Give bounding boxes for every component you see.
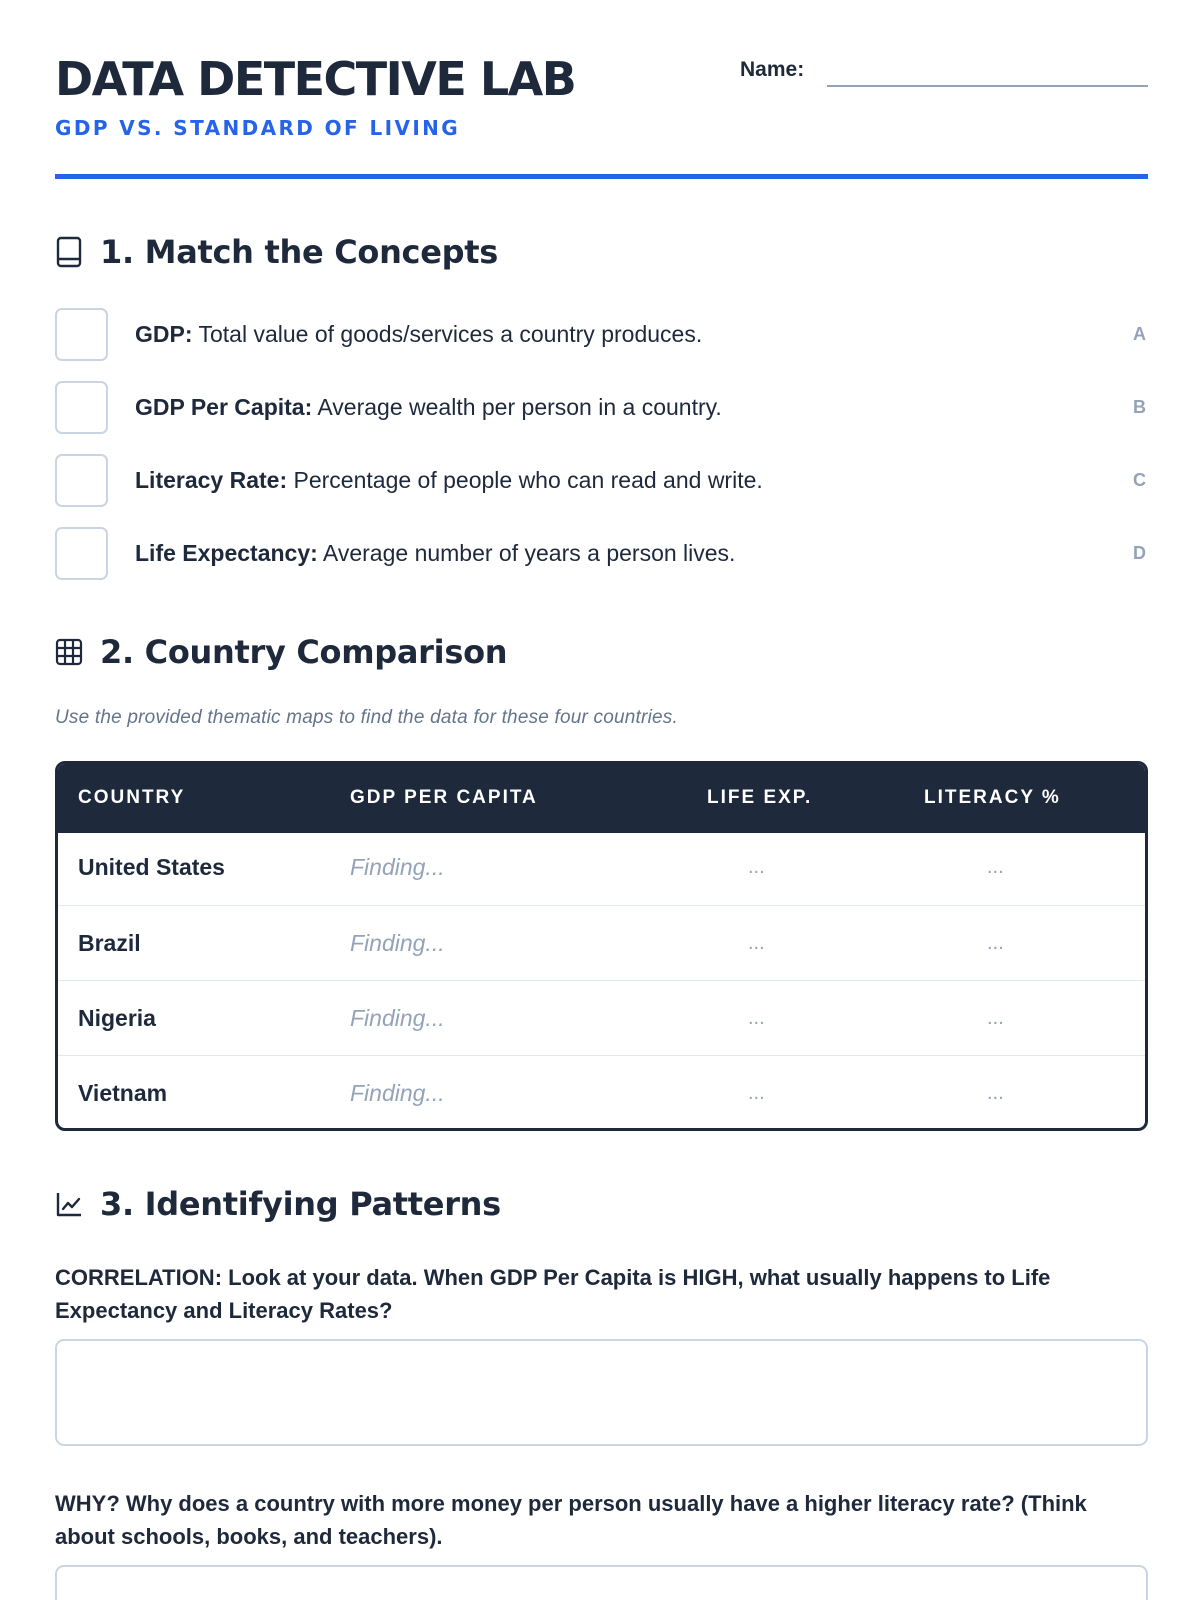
table-row	[58, 1055, 1145, 1130]
country-comparison-table	[55, 761, 1148, 1131]
match-letter: D	[1133, 542, 1146, 563]
match-item	[55, 453, 1148, 507]
match-definition: Percentage of people who can read and write.	[293, 466, 763, 493]
match-definition: Average wealth per person in a country.	[317, 393, 722, 420]
name-label: Name:	[740, 58, 805, 81]
match-definition: Average number of years a person lives.	[322, 539, 736, 566]
match-letter: C	[1133, 469, 1146, 490]
section-match-heading	[55, 232, 498, 272]
literacy-cell[interactable]: ...	[987, 1082, 1004, 1104]
match-answer-box[interactable]	[55, 308, 108, 361]
match-answer-box[interactable]	[55, 527, 108, 580]
table-header	[58, 764, 1145, 833]
life-exp-cell[interactable]: ...	[748, 1007, 765, 1029]
section-patterns-heading	[55, 1184, 501, 1224]
book-icon	[55, 236, 85, 268]
question-correlation: CORRELATION: Look at your data. When GDP Per Capita is HIGH, what usually happens to Life Expectancy and Literacy Rates?	[55, 1265, 1051, 1323]
column-header: COUNTRY	[78, 787, 186, 808]
name-field-line[interactable]	[827, 85, 1148, 87]
match-definition: Total value of goods/services a country produces.	[198, 320, 703, 347]
country-cell: Nigeria	[78, 1005, 156, 1031]
match-term: GDP Per Capita:	[135, 393, 313, 420]
table-row	[58, 830, 1145, 905]
table-icon	[55, 636, 85, 668]
section-title: 1. Match the Concepts	[100, 233, 498, 271]
page-title: DATA DETECTIVE LAB	[55, 52, 576, 106]
column-header: LIFE EXP.	[707, 787, 813, 808]
instruction-note: Use the provided thematic maps to find the data for these four countries.	[55, 707, 678, 728]
question-why: WHY? Why does a country with more money per person usually have a higher literacy rate? (Think about schools, books, and teachers).	[55, 1491, 1087, 1549]
match-letter: B	[1133, 396, 1146, 417]
country-cell: United States	[78, 854, 225, 880]
line-chart-icon	[55, 1188, 85, 1220]
match-item	[55, 380, 1148, 434]
column-header: GDP PER CAPITA	[350, 787, 538, 808]
gdp-cell[interactable]: Finding...	[350, 854, 445, 880]
answer-box-why[interactable]	[55, 1565, 1148, 1600]
column-header: LITERACY %	[924, 787, 1061, 808]
match-item	[55, 526, 1148, 580]
gdp-cell[interactable]: Finding...	[350, 1005, 445, 1031]
table-row	[58, 980, 1145, 1055]
match-answer-box[interactable]	[55, 454, 108, 507]
match-letter: A	[1133, 323, 1146, 344]
match-term: Literacy Rate:	[135, 466, 288, 493]
match-term: Life Expectancy:	[135, 539, 318, 566]
literacy-cell[interactable]: ...	[987, 932, 1004, 954]
country-cell: Vietnam	[78, 1080, 168, 1106]
match-item	[55, 307, 1148, 361]
section-title: 3. Identifying Patterns	[100, 1185, 501, 1223]
life-exp-cell[interactable]: ...	[748, 932, 765, 954]
match-answer-box[interactable]	[55, 381, 108, 434]
match-term: GDP:	[135, 320, 193, 347]
worksheet-page	[55, 0, 1148, 1549]
page-subtitle: GDP VS. STANDARD OF LIVING	[55, 116, 461, 140]
header-divider	[55, 174, 1148, 179]
gdp-cell[interactable]: Finding...	[350, 930, 445, 956]
gdp-cell[interactable]: Finding...	[350, 1080, 445, 1106]
life-exp-cell[interactable]: ...	[748, 1082, 765, 1104]
table-row	[58, 905, 1145, 980]
section-title: 2. Country Comparison	[100, 633, 508, 671]
section-comparison-heading	[55, 632, 507, 672]
life-exp-cell[interactable]: ...	[748, 856, 765, 878]
worksheet-header	[55, 0, 1148, 183]
country-cell: Brazil	[78, 930, 141, 956]
literacy-cell[interactable]: ...	[987, 856, 1004, 878]
answer-box-correlation[interactable]	[55, 1339, 1148, 1446]
literacy-cell[interactable]: ...	[987, 1007, 1004, 1029]
